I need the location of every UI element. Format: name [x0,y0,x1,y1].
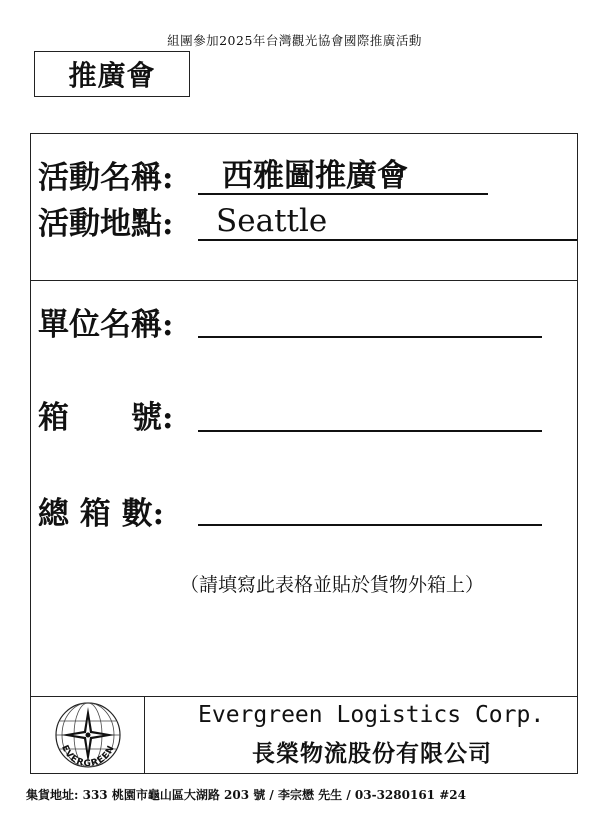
total-boxes-label: 總 箱 數: [38,496,165,532]
company-name-en: Evergreen Logistics Corp. [198,702,545,728]
activity-name-label: 活動名稱: [38,160,174,196]
unit-name-label: 單位名稱: [38,307,174,343]
evergreen-star-globe-icon [51,699,125,771]
total-boxes-line [198,524,542,526]
activity-place-value: Seattle [216,203,328,239]
unit-name-line [198,336,542,338]
logo-text: EVERGREEN [59,743,117,770]
activity-name-value: 西雅圖推廣會 [222,158,408,194]
company-name-zh: 長榮物流股份有限公司 [252,740,492,767]
instruction-note: （請填寫此表格並貼於貨物外箱上） [180,574,485,596]
activity-name-line [198,193,488,195]
box-number-line [198,430,542,432]
activity-place-label: 活動地點: [38,206,174,242]
section-divider [30,280,578,281]
event-type-label: 推廣會 [68,59,156,92]
company-logo-cell [38,697,145,774]
box-number-label: 箱 號: [38,400,174,436]
event-type-box [34,51,190,97]
collection-address-footer: 集貨地址: 333 桃園市龜山區大湖路 203 號 / 李宗懋 先生 / 03-3280161 #24 [26,788,466,802]
page-header-title: 組團參加2025年台灣觀光協會國際推廣活動 [167,33,422,48]
activity-place-line [198,239,577,241]
